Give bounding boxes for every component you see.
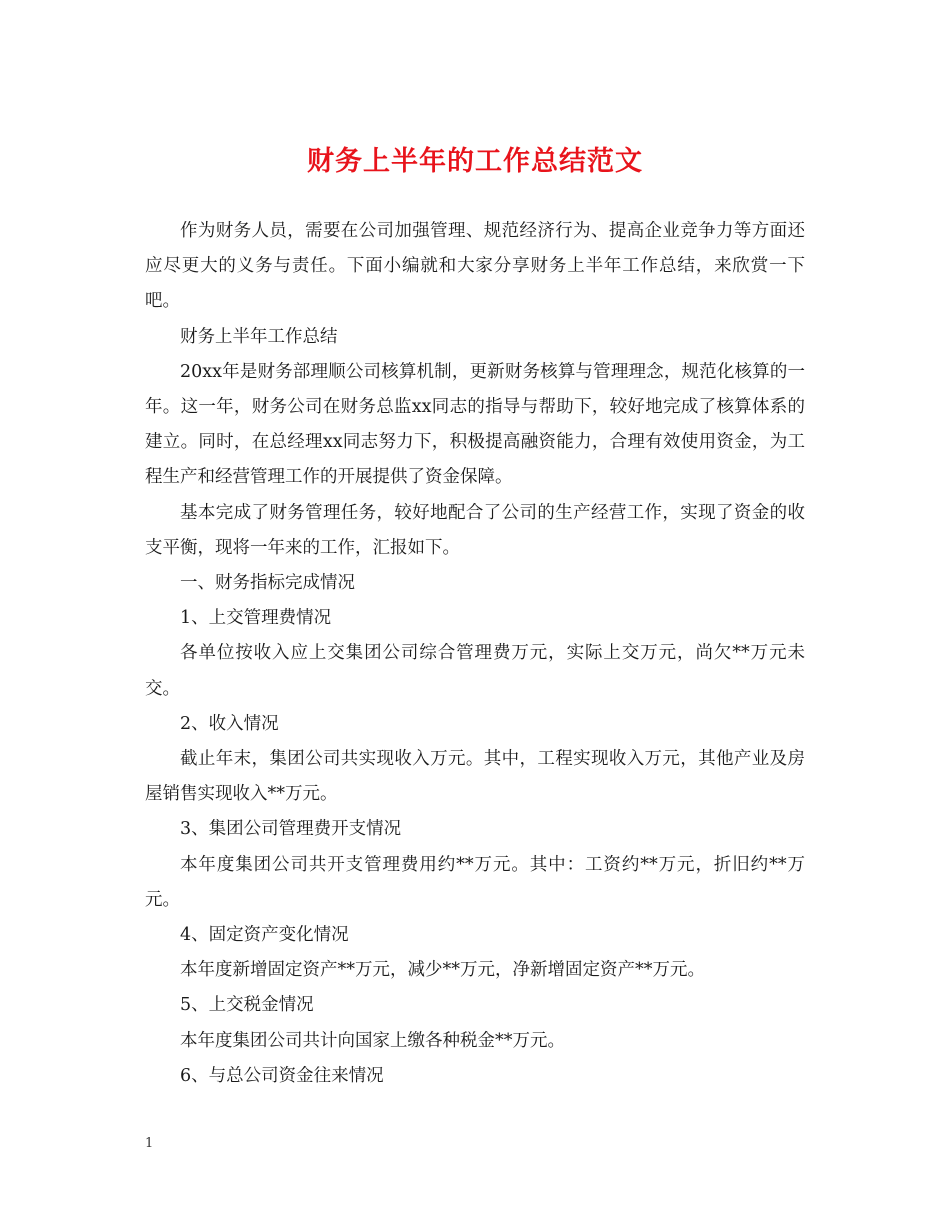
paragraph: 截止年末，集团公司共实现收入万元。其中，工程实现收入万元，其他产业及房屋销售实现收入**万元。 [145, 749, 805, 805]
paragraph: 本年度新增固定资产**万元，减少**万元，净新增固定资产**万元。 [180, 960, 705, 981]
document-title: 财务上半年的工作总结范文 [307, 146, 643, 177]
subsection-heading: 1、上交管理费情况 [180, 608, 332, 629]
page-number: 1 [145, 1136, 154, 1151]
paragraph: 本年度集团公司共开支管理费用约**万元。其中：工资约**万元，折旧约**万元。 [145, 854, 805, 910]
section-heading: 财务上半年工作总结 [180, 326, 338, 347]
paragraph: 各单位按收入应上交集团公司综合管理费万元，实际上交万元，尚欠**万元未交。 [145, 643, 805, 699]
section-heading: 一、财务指标完成情况 [180, 573, 355, 594]
subsection-heading: 5、上交税金情况 [180, 995, 314, 1016]
document-body [145, 214, 805, 1094]
paragraph-intro: 作为财务人员，需要在公司加强管理、规范经济行为、提高企业竞争力等方面还应尽更大的义务与责任。下面小编就和大家分享财务上半年工作总结，来欣赏一下吧。 [145, 221, 805, 312]
paragraph: 20xx年是财务部理顺公司核算机制，更新财务核算与管理理念，规范化核算的一年。这一年，财务公司在财务总监xx同志的指导与帮助下，较好地完成了核算体系的建立。同时，在总经理xx同志努力下，积极提高融资能力，合理有效使用资金，为工程生产和经营管理工作的开展提供了资金保障。 [145, 361, 805, 488]
subsection-heading: 3、集团公司管理费开支情况 [180, 819, 402, 840]
subsection-heading: 2、收入情况 [180, 713, 279, 734]
subsection-heading: 4、固定资产变化情况 [180, 925, 349, 946]
paragraph: 基本完成了财务管理任务，较好地配合了公司的生产经营工作，实现了资金的收支平衡，现将一年来的工作，汇报如下。 [145, 502, 805, 558]
subsection-heading: 6、与总公司资金往来情况 [180, 1065, 384, 1086]
paragraph: 本年度集团公司共计向国家上缴各种税金**万元。 [180, 1030, 565, 1051]
